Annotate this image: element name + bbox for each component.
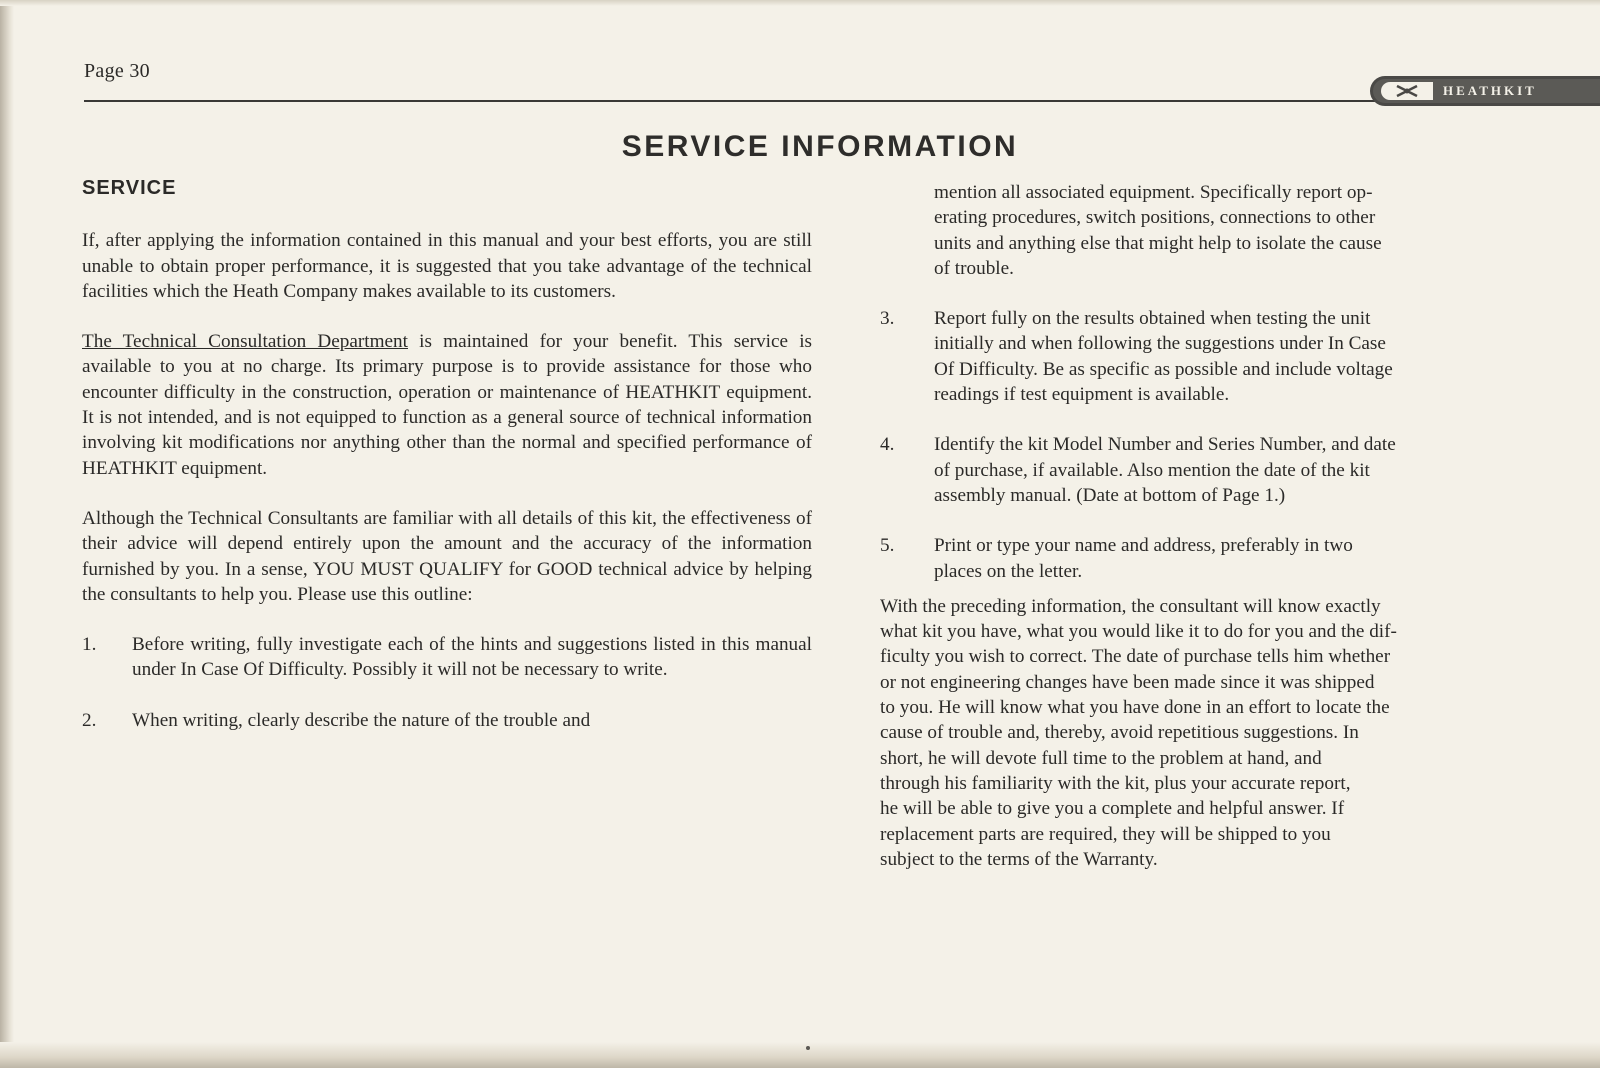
text-line: of trouble. [934,257,1014,279]
list-item [880,432,1600,508]
paper-speck [806,1046,810,1050]
list-number: 5. [880,535,895,557]
list-number: 4. [880,434,895,456]
department-name: The Technical Consultation Department [82,331,408,353]
text-line: mention all associated equipment. Specifically report op- [934,182,1373,203]
text-line: subject to the terms of the Warranty. [880,848,1158,870]
page-bottom-edge [0,1042,1600,1068]
text-line: cause of trouble and, thereby, avoid repetitious suggestions. In [880,722,1359,744]
text-line: erating procedures, switch positions, connections to other [934,207,1376,229]
text-line: Identify the kit Model Number and Series Number, and date [934,434,1396,456]
consultation-paragraph [82,329,812,481]
page-binding-shadow [0,0,14,1068]
list-item [880,306,1600,407]
text-line: of purchase, if available. Also mention the date of the kit [934,459,1370,481]
page-number: Page 30 [84,60,150,82]
outline-list [880,306,1600,584]
text-line: or not engineering changes have been made since it was shipped [880,671,1375,693]
list-text [934,432,1600,508]
closing-paragraph [880,594,1600,872]
list-number: 2. [82,709,97,731]
list-text [934,533,1600,584]
list-item [82,632,812,683]
text-line: places on the letter. [934,560,1083,582]
text-line: he will be able to give you a complete and helpful answer. If [880,798,1345,820]
text-line: through his familiarity with the kit, plus your accurate report, [880,772,1351,794]
list-item [880,533,1600,584]
text-line: ficulty you wish to correct. The date of purchase tells him whether [880,646,1391,668]
list-text: Before writing, fully investigate each of the hints and suggestions listed in this manual under In Case Of Difficulty. Possibly it will not be necessary to write. [132,634,812,681]
consultants-paragraph: Although the Technical Consultants are familiar with all details of this kit, the effectiveness of their advice will depend entirely upon the amount and the accuracy of the information furnished by you. In a sense, YOU MUST QUALIFY for GOOD technical advice by helping the consultants to help you. Please use this outline: [82,507,812,605]
text-line: readings if test equipment is available. [934,384,1230,406]
right-column [880,180,1600,872]
text-line: to you. He will know what you have done in an effort to locate the [880,697,1390,719]
item-2-continuation [934,180,1600,281]
logo-wordmark: HEATHKIT [1443,83,1537,98]
header-rule [84,100,1384,102]
consultation-text: is maintained for your benefit. This service is available to you at no charge. Its primary purpose is to provide assistance for those who encounter difficulty in the construction, operation or maintenance of HEATHKIT equipment. It is not intended, and is not equipped to function as a general source of technical information involving kit modifications nor anything other than the normal and specified performance of HEATHKIT equipment. [82,331,813,479]
text-line: units and anything else that might help to isolate the cause [934,232,1382,254]
text-line: short, he will devote full time to the problem at hand, and [880,747,1322,769]
intro-paragraph: If, after applying the information contained in this manual and your best efforts, you are still unable to obtain proper performance, it is suggested that you take advantage of the technical facilities which the Heath Company makes available to its customers. [82,230,812,302]
list-text: When writing, clearly describe the nature of the trouble and [132,709,591,731]
list-number: 1. [82,634,97,656]
text-line: Print or type your name and address, preferably in two [934,535,1353,557]
text-line: assembly manual. (Date at bottom of Page 1.) [934,484,1286,506]
page-title: SERVICE INFORMATION [621,130,1019,163]
heathkit-emblem-icon [1381,82,1433,100]
text-line: what kit you have, what you would like it to do for you and the dif- [880,621,1397,643]
left-column [82,176,812,758]
text-line: Report fully on the results obtained when testing the unit [934,308,1371,330]
section-heading: SERVICE [82,177,177,199]
text-line: Of Difficulty. Be as specific as possible and include voltage [934,358,1393,380]
heathkit-logo [1370,76,1600,106]
text-line: replacement parts are required, they will be shipped to you [880,823,1331,845]
list-text [934,306,1600,407]
list-number: 3. [880,308,895,330]
text-line: initially and when following the suggestions under In Case [934,333,1386,355]
list-item [82,708,812,733]
text-line: With the preceding information, the consultant will know exactly [880,595,1381,617]
page-top-edge [0,0,1600,6]
